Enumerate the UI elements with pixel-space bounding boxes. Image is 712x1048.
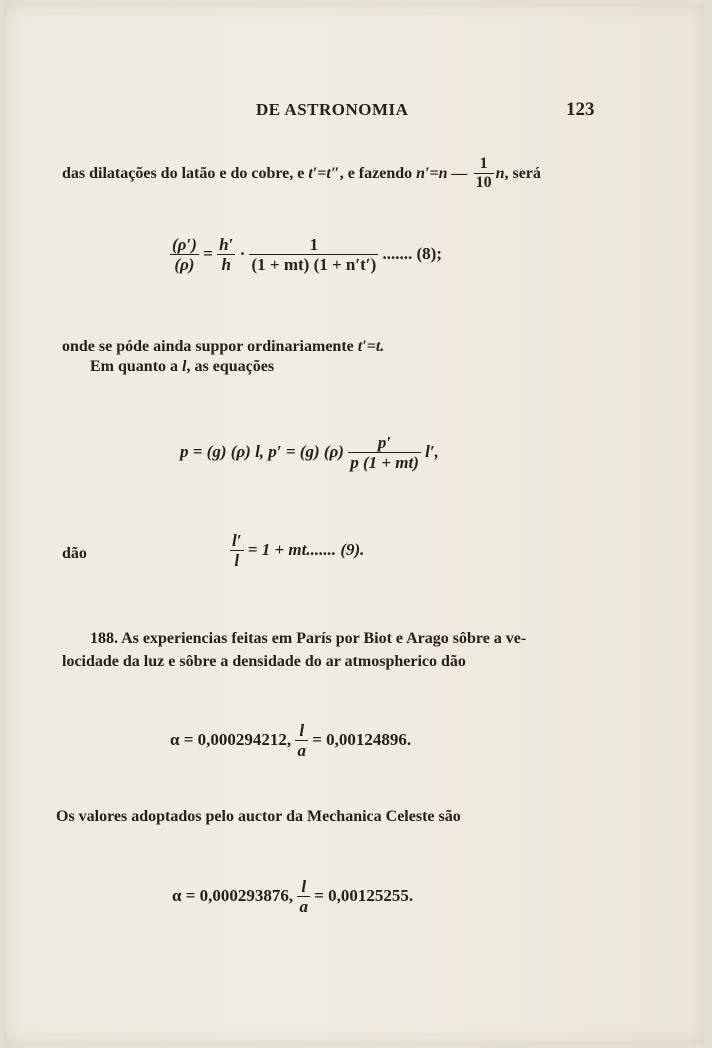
line1-text-c: , será [504, 164, 541, 182]
section-number: 188. [90, 630, 118, 647]
eq8-fraction-h [217, 236, 235, 274]
equation-alpha-1 [170, 722, 411, 760]
onde-eq: t′=t. [357, 338, 385, 355]
eq9-fraction [230, 532, 244, 570]
line1-text-a: das dilatações do latão e do cobre, e [62, 164, 309, 182]
fraction-denominator: 10 [475, 173, 492, 191]
eq8-fraction-main [249, 236, 378, 274]
fraction-numerator: p′ [348, 434, 421, 453]
fraction-numerator: (ρ′) [172, 235, 197, 254]
alpha2-part-b: = 0,00125255. [314, 886, 414, 906]
fraction-denominator: a [299, 896, 308, 916]
line1-eq-c: n [495, 164, 505, 182]
alpha2-fraction [297, 878, 310, 916]
text-line-1 [62, 156, 541, 192]
emquanto-text-b: , as equações [186, 358, 275, 375]
fraction-numerator: 1 [249, 236, 378, 255]
line1-eq-b: n′=n — [416, 164, 468, 182]
fraction-numerator: 1 [474, 156, 494, 174]
fraction-denominator: l [234, 550, 240, 570]
sec188-line-2: locidade da luz e sôbre a densidade do ar atmospherico dão [62, 653, 466, 670]
eq9-rest: = 1 + mt....... (9). [247, 540, 365, 560]
fraction-numerator: l [297, 878, 310, 897]
sec188-line-1 [90, 630, 526, 648]
fraction-numerator: l′ [232, 531, 242, 550]
text-line-valores: Os valores adoptados pelo auctor da Mechanica Celeste são [56, 808, 461, 825]
eq8-tail: ....... (8); [382, 244, 442, 264]
fraction-numerator: l [295, 722, 308, 741]
eqp-part-a: p = (g) (ρ) l, p′ = (g) (ρ) [180, 442, 344, 462]
equation-alpha-2 [172, 878, 413, 916]
alpha1-part-a: α = 0,000294212, [170, 730, 292, 750]
emquanto-var: l [182, 358, 187, 375]
equation-8 [170, 236, 442, 274]
line1-text-b: , e fazendo [339, 164, 417, 182]
fraction-denominator: h [221, 254, 231, 274]
alpha1-part-b: = 0,00124896. [312, 730, 412, 750]
line1-eq-a: t′=t″ [308, 164, 340, 182]
eq9-label: dão [62, 545, 87, 562]
eq8-equals: = [203, 244, 213, 264]
text-line-onde [62, 338, 384, 356]
page-number: 123 [566, 99, 595, 120]
line1-fraction [474, 156, 494, 192]
eqp-part-b: l′, [425, 442, 439, 462]
eq8-dot: · [239, 244, 246, 264]
equation-9 [230, 532, 364, 570]
eq8-fraction-rho [170, 236, 199, 274]
text-line-emquanto [90, 358, 274, 376]
fraction-denominator: a [297, 740, 306, 760]
alpha2-part-a: α = 0,000293876, [172, 886, 294, 906]
fraction-denominator: (ρ) [174, 254, 195, 274]
alpha1-fraction [295, 722, 308, 760]
running-header: DE ASTRONOMIA [256, 100, 409, 119]
fraction-numerator: h′ [219, 235, 234, 254]
sec188-text-1: As experiencias feitas em París por Biot e Arago sôbre a ve- [121, 630, 527, 647]
fraction-denominator: (1 + mt) (1 + n′t′) [251, 254, 377, 274]
equation-p [180, 434, 439, 472]
emquanto-text: Em quanto a [90, 358, 183, 375]
onde-text: onde se póde ainda suppor ordinariamente [62, 338, 358, 355]
book-page [4, 4, 704, 1044]
fraction-denominator: p (1 + mt) [350, 452, 419, 472]
eqp-fraction [348, 434, 421, 472]
